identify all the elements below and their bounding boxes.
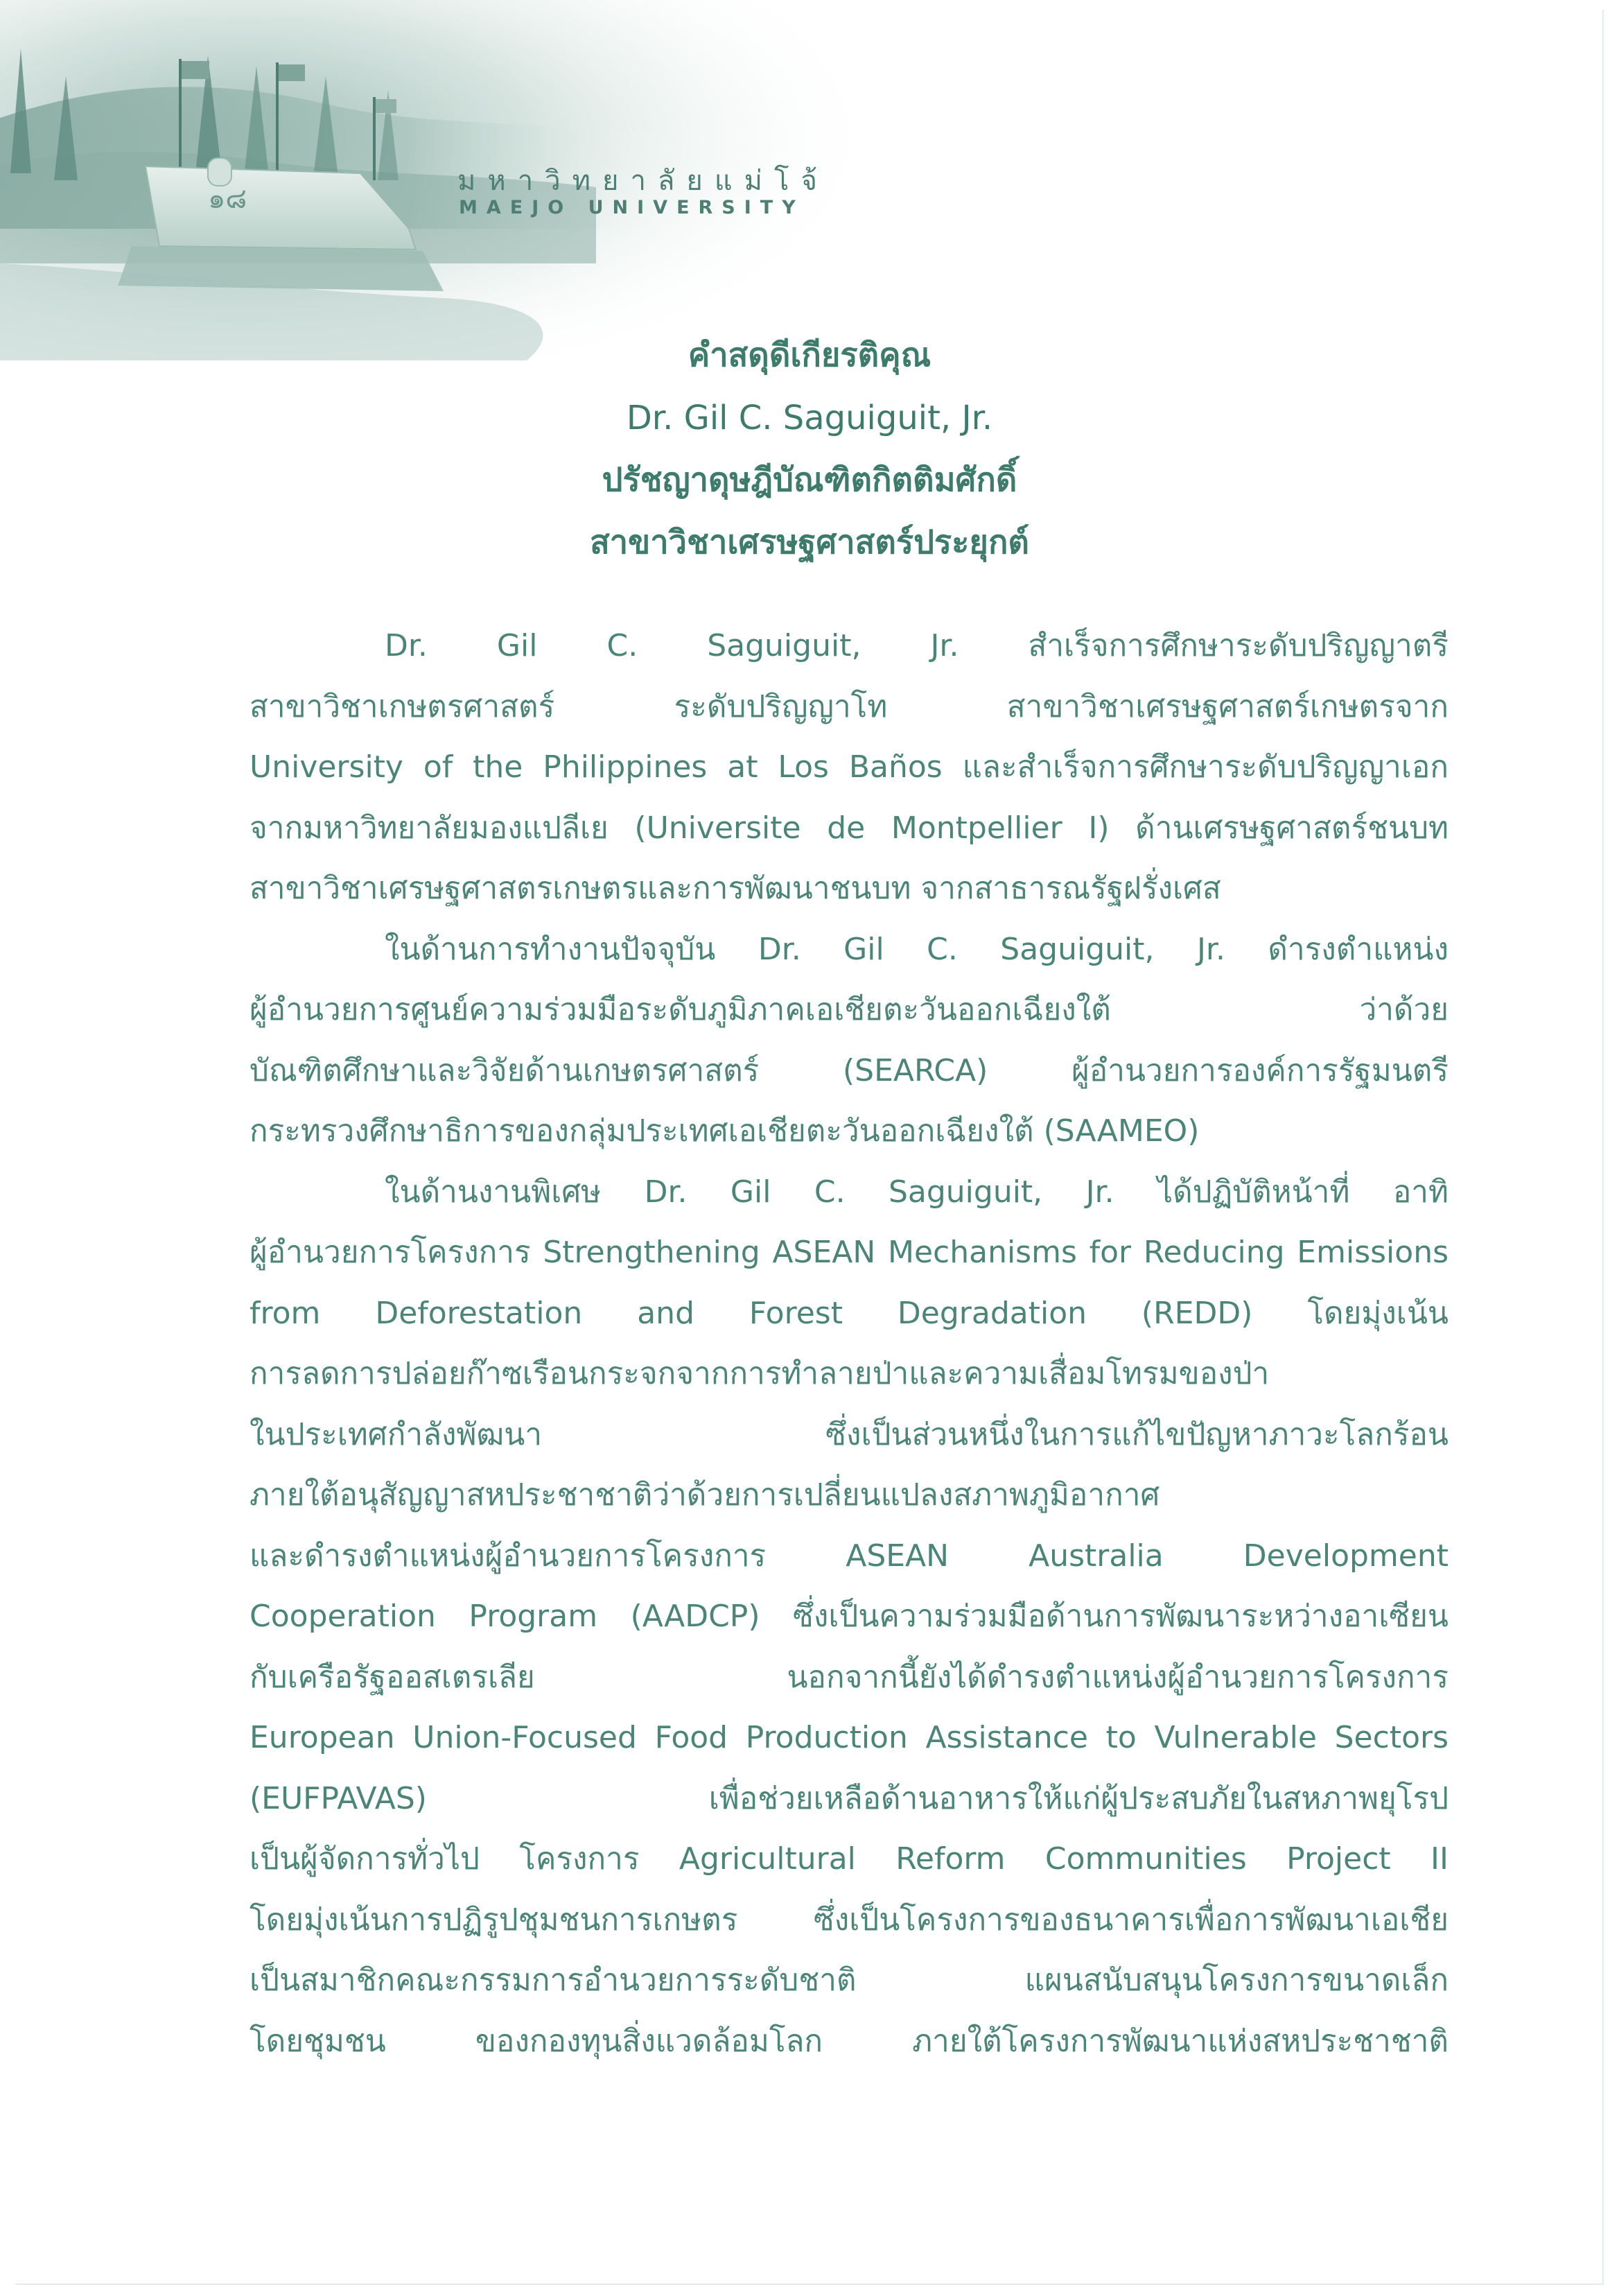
body-line: สาขาวิชาเกษตรศาสตร์ ระดับปริญญาโท สาขาวิชาเศรษฐศาสตร์เกษตรจาก <box>250 688 1449 724</box>
body-line: from Deforestation and Forest Degradation (REDD) โดยมุ่งเน้น <box>250 1295 1449 1331</box>
body-line: บัณฑิตศึกษาและวิจัยด้านเกษตรศาสตร์ (SEARCA) ผู้อำนวยการองค์การรัฐมนตรี <box>250 1052 1449 1088</box>
body-line: และดำรงตำแหน่งผู้อำนวยการโครงการ ASEAN Australia Development <box>250 1538 1449 1574</box>
body-line: เป็นผู้จัดการทั่วไป โครงการ Agricultural Reform Communities Project II <box>250 1841 1449 1877</box>
body-line: ในด้านการทำงานปัจจุบัน Dr. Gil C. Saguiguit, Jr. ดำรงตำแหน่ง <box>385 931 1449 967</box>
body-line: สาขาวิชาเศรษฐศาสตรเกษตรและการพัฒนาชนบท จากสาธารณรัฐฝรั่งเศส <box>250 871 1221 906</box>
citation-heading: คำสดุดีเกียรติคุณ <box>688 336 931 374</box>
honoree-name: Dr. Gil C. Saguiguit, Jr. <box>626 399 993 437</box>
svg-text:๑๘: ๑๘ <box>208 183 247 215</box>
body-line: (EUFPAVAS) เพื่อช่วยเหลือด้านอาหารให้แก่ผู้ประสบภัยในสหภาพยุโรป <box>250 1780 1449 1816</box>
body-line: โดยมุ่งเน้นการปฏิรูปชุมชนการเกษตร ซึ่งเป็นโครงการของธนาคารเพื่อการพัฒนาเอเชีย <box>250 1902 1449 1938</box>
body-line: กับเครือรัฐออสเตรเลีย นอกจากนี้ยังได้ดำรงตำแหน่งผู้อำนวยการโครงการ <box>250 1659 1449 1695</box>
body-line: การลดการปล่อยก๊าซเรือนกระจกจากการทำลายป่าและความเสื่อมโทรมของป่า <box>250 1356 1270 1391</box>
citation-body <box>250 616 1449 2071</box>
body-line: ภายใต้อนุสัญญาสหประชาชาติว่าด้วยการเปลี่ยนแปลงสภาพภูมิอากาศ <box>250 1477 1160 1513</box>
body-line: Dr. Gil C. Saguiguit, Jr. สำเร็จการศึกษาระดับปริญญาตรี <box>385 628 1449 663</box>
body-line: โดยชุมชน ของกองทุนสิ่งแวดล้อมโลก ภายใต้โครงการพัฒนาแห่งสหประชาชาติ <box>250 2023 1449 2059</box>
body-line: ผู้อำนวยการโครงการ Strengthening ASEAN Mechanisms for Reducing Emissions <box>250 1235 1449 1270</box>
body-line: ผู้อำนวยการศูนย์ความร่วมมือระดับภูมิภาคเอเชียตะวันออกเฉียงใต้ ว่าด้วย <box>250 992 1449 1027</box>
university-name-thai: มหาวิทยาลัยแม่โจ้ <box>457 165 829 197</box>
citation-title-block <box>0 324 1619 574</box>
university-name-english: MAEJO UNIVERSITY <box>459 197 805 218</box>
degree-field: สาขาวิชาเศรษฐศาสตร์ประยุกต์ <box>590 523 1029 562</box>
degree-title: ปรัชญาดุษฎีบัณฑิตกิตติมศักดิ์ <box>602 461 1017 499</box>
body-line: ในประเทศกำลังพัฒนา ซึ่งเป็นส่วนหนึ่งในการแก้ไขปัญหาภาวะโลกร้อน <box>250 1416 1449 1452</box>
body-line: กระทรวงศึกษาธิการของกลุ่มประเทศเอเชียตะวันออกเฉียงใต้ (SAAMEO) <box>250 1113 1200 1149</box>
body-line: จากมหาวิทยาลัยมองแปลีเย (Universite de Montpellier I) ด้านเศรษฐศาสตร์ชนบท <box>250 810 1449 846</box>
body-line: University of the Philippines at Los Baños และสำเร็จการศึกษาระดับปริญญาเอก <box>250 749 1449 785</box>
body-line: Cooperation Program (AADCP) ซึ่งเป็นความร่วมมือด้านการพัฒนาระหว่างอาเซียน <box>250 1599 1449 1634</box>
body-line: เป็นสมาชิกคณะกรรมการอำนวยการระดับชาติ แผนสนับสนุนโครงการขนาดเล็ก <box>250 1963 1449 1998</box>
body-line: ในด้านงานพิเศษ Dr. Gil C. Saguiguit, Jr. ได้ปฏิบัติหน้าที่ อาทิ <box>385 1174 1449 1210</box>
body-line: European Union-Focused Food Production Assistance to Vulnerable Sectors <box>250 1720 1449 1755</box>
